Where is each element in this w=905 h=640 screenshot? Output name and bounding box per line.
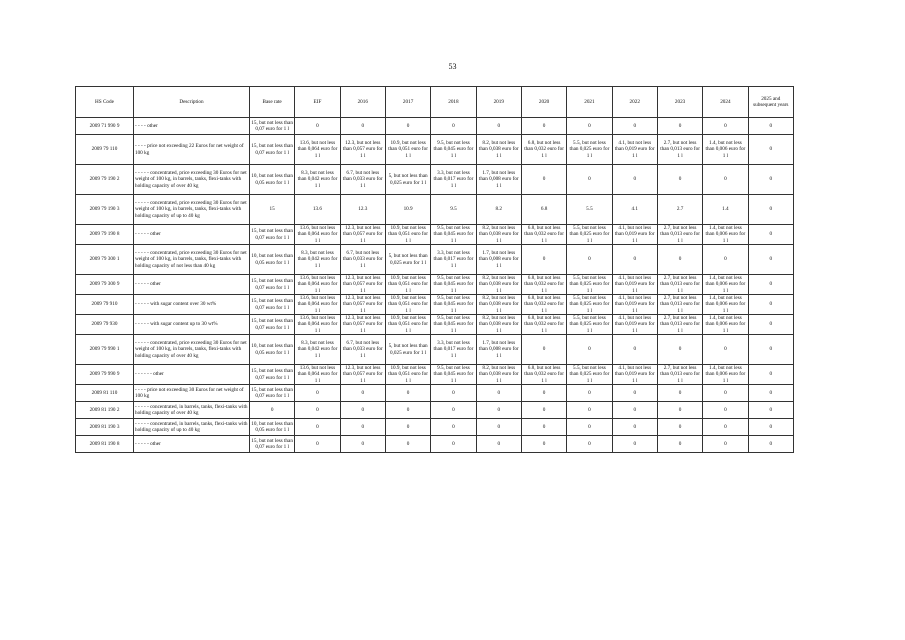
rate-cell: 8.2, but not less than 0,038 euro for 1 l <box>476 365 521 385</box>
table-row <box>76 365 794 385</box>
rate-cell: 10, but not less than 0,05 euro for 1 l <box>249 335 294 365</box>
rate-cell: 0 <box>476 385 521 402</box>
rate-cell: 0 <box>567 402 612 419</box>
rate-cell: 9.5, but not less than 0,045 euro for 1 l <box>431 365 476 385</box>
rate-cell: 0 <box>703 402 748 419</box>
rate-cell: 0 <box>249 402 294 419</box>
rate-cell: 0 <box>340 436 385 453</box>
rate-cell: 0 <box>748 295 793 315</box>
rate-cell: 5, but not less than 0,025 euro for 1 l <box>385 335 430 365</box>
rate-cell: 0 <box>521 165 566 195</box>
rate-cell: 15, but not less than 0,07 euro for 1 l <box>249 315 294 335</box>
rate-cell: 0 <box>295 419 340 436</box>
table-row <box>76 315 794 335</box>
description-cell: - - - - - concentrated, price exceeding 30 Euros for net weight of 100 kg, in barrels, tanks, flexi-tanks with holding capacity of over 40 kg <box>133 165 249 195</box>
rate-cell: 15, but not less than 0,07 euro for 1 l <box>249 275 294 295</box>
rate-cell: 0 <box>748 315 793 335</box>
column-header: 2018 <box>431 87 476 118</box>
rate-cell: 0 <box>476 402 521 419</box>
rate-cell: 15, but not less than 0,07 euro for 1 l <box>249 365 294 385</box>
column-header: Base rate <box>249 87 294 118</box>
rate-cell: 6.8, but not less than 0,032 euro for 1 l <box>521 365 566 385</box>
rate-cell: 0 <box>385 402 430 419</box>
rate-cell: 1.7, but not less than 0,008 euro for 1 l <box>476 335 521 365</box>
rate-cell: 5.5, but not less than 0,025 euro for 1 l <box>567 365 612 385</box>
rate-cell: 13.6, but not less than 0,064 euro for 1 l <box>295 295 340 315</box>
rate-cell: 4.1 <box>612 195 657 225</box>
hs-code-cell: 2009 79 190 3 <box>76 195 134 225</box>
column-header: 2016 <box>340 87 385 118</box>
page-number: 53 <box>448 62 457 71</box>
hs-code-cell: 2009 81 190 8 <box>76 436 134 453</box>
rate-cell: 0 <box>612 419 657 436</box>
rate-cell: 0 <box>612 436 657 453</box>
description-cell: - - - - other <box>133 118 249 135</box>
hs-code-cell: 2009 79 190 2 <box>76 165 134 195</box>
rate-cell: 0 <box>385 419 430 436</box>
rate-cell: 0 <box>657 385 702 402</box>
hs-code-cell: 2009 79 990 9 <box>76 365 134 385</box>
column-header: 2024 <box>703 87 748 118</box>
rate-cell: 5, but not less than 0,025 euro for 1 l <box>385 165 430 195</box>
rate-cell: 0 <box>748 275 793 295</box>
rate-cell: 9.5, but not less than 0,045 euro for 1 l <box>431 225 476 245</box>
rate-cell: 1.4, but not less than 0,006 euro for 1 l <box>703 295 748 315</box>
rate-cell: 0 <box>431 419 476 436</box>
rate-cell: 4.1, but not less than 0,019 euro for 1 l <box>612 275 657 295</box>
rate-cell: 1.4 <box>703 195 748 225</box>
description-cell: - - - - - other <box>133 275 249 295</box>
rate-cell: 10.9, but not less than 0,051 euro for 1 l <box>385 295 430 315</box>
rate-cell: 10.9, but not less than 0,051 euro for 1 l <box>385 365 430 385</box>
rate-cell: 12.3, but not less than 0,057 euro for 1 l <box>340 135 385 165</box>
rate-cell: 8.2 <box>476 195 521 225</box>
rate-cell: 0 <box>567 419 612 436</box>
rate-cell: 8.3, but not less than 0,042 euro for 1 l <box>295 335 340 365</box>
description-cell: - - - - - with sugar content up to 30 wt% <box>133 315 249 335</box>
rate-cell: 0 <box>567 385 612 402</box>
rate-cell: 0 <box>748 225 793 245</box>
description-cell: - - - - - concentrated, price exceeding 30 Euros for net weight of 100 kg, in barrels, tanks, flexi-tanks with holding capacity of up to 40 kg <box>133 195 249 225</box>
rate-cell: 0 <box>340 402 385 419</box>
table-row <box>76 135 794 165</box>
column-header: EIF <box>295 87 340 118</box>
hs-code-cell: 2009 71 990 9 <box>76 118 134 135</box>
rate-cell: 0 <box>612 118 657 135</box>
table-row <box>76 419 794 436</box>
rate-cell: 6.8, but not less than 0,032 euro for 1 l <box>521 225 566 245</box>
rate-cell: 1.4, but not less than 0,006 euro for 1 l <box>703 275 748 295</box>
hs-code-cell: 2009 79 190 8 <box>76 225 134 245</box>
rate-cell: 0 <box>612 385 657 402</box>
header-row <box>76 87 794 118</box>
rate-cell: 0 <box>385 385 430 402</box>
rate-cell: 2.7, but not less than 0,013 euro for 1 l <box>657 135 702 165</box>
rate-cell: 6.8, but not less than 0,032 euro for 1 l <box>521 315 566 335</box>
rate-cell: 5.5, but not less than 0,025 euro for 1 l <box>567 295 612 315</box>
rate-cell: 0 <box>385 118 430 135</box>
hs-code-cell: 2009 79 930 <box>76 315 134 335</box>
rate-cell: 0 <box>567 335 612 365</box>
rate-cell: 0 <box>431 402 476 419</box>
rate-cell: 10, but not less than 0,05 euro for 1 l <box>249 245 294 275</box>
rate-cell: 0 <box>703 165 748 195</box>
description-cell: - - - - - other <box>133 225 249 245</box>
rate-cell: 6.7, but not less than 0,033 euro for 1 l <box>340 335 385 365</box>
rate-cell: 0 <box>657 165 702 195</box>
rate-cell: 8.2, but not less than 0,038 euro for 1 l <box>476 295 521 315</box>
rate-cell: 13.6, but not less than 0,064 euro for 1 l <box>295 275 340 295</box>
rate-cell: 0 <box>703 335 748 365</box>
rate-cell: 12.3 <box>340 195 385 225</box>
rate-cell: 13.6, but not less than 0,064 euro for 1 l <box>295 225 340 245</box>
rate-cell: 0 <box>748 385 793 402</box>
column-header: Description <box>133 87 249 118</box>
rate-cell: 9.5, but not less than 0,045 euro for 1 l <box>431 295 476 315</box>
rate-cell: 0 <box>521 402 566 419</box>
table-row <box>76 195 794 225</box>
rate-cell: 5, but not less than 0,025 euro for 1 l <box>385 245 430 275</box>
rate-cell: 6.8 <box>521 195 566 225</box>
rate-cell: 2.7, but not less than 0,013 euro for 1 l <box>657 295 702 315</box>
rate-cell: 4.1, but not less than 0,019 euro for 1 l <box>612 135 657 165</box>
rate-cell: 12.3, but not less than 0,057 euro for 1 l <box>340 275 385 295</box>
rate-cell: 9.5, but not less than 0,045 euro for 1 l <box>431 315 476 335</box>
rate-cell: 0 <box>567 436 612 453</box>
rate-cell: 0 <box>657 402 702 419</box>
rate-cell: 6.7, but not less than 0,033 euro for 1 l <box>340 245 385 275</box>
rate-cell: 12.3, but not less than 0,057 euro for 1 l <box>340 225 385 245</box>
rate-cell: 0 <box>748 365 793 385</box>
rate-cell: 4.1, but not less than 0,019 euro for 1 l <box>612 225 657 245</box>
table-row <box>76 118 794 135</box>
rate-cell: 0 <box>431 118 476 135</box>
column-header: 2017 <box>385 87 430 118</box>
rate-cell: 15, but not less than 0,07 euro for 1 l <box>249 118 294 135</box>
rate-cell: 4.1, but not less than 0,019 euro for 1 l <box>612 295 657 315</box>
column-header: 2025 and subsequent years <box>748 87 793 118</box>
rate-cell: 5.5, but not less than 0,025 euro for 1 l <box>567 225 612 245</box>
rate-cell: 0 <box>521 419 566 436</box>
description-cell: - - - - - concentrated, in barrels, tanks, flexi-tanks with holding capacity of over 40 kg <box>133 402 249 419</box>
rate-cell: 12.3, but not less than 0,057 euro for 1 l <box>340 365 385 385</box>
description-cell: - - - - price not exceeding 22 Euros for net weight of 100 kg <box>133 135 249 165</box>
hs-code-cell: 2009 81 110 <box>76 385 134 402</box>
table-row <box>76 385 794 402</box>
rate-cell: 6.8, but not less than 0,032 euro for 1 l <box>521 275 566 295</box>
rate-cell: 6.8, but not less than 0,032 euro for 1 l <box>521 295 566 315</box>
rate-cell: 8.3, but not less than 0,042 euro for 1 l <box>295 245 340 275</box>
rate-cell: 6.7, but not less than 0,033 euro for 1 l <box>340 165 385 195</box>
rate-cell: 0 <box>521 436 566 453</box>
rate-cell: 0 <box>748 195 793 225</box>
rate-cell: 0 <box>295 436 340 453</box>
description-cell: - - - - - other <box>133 436 249 453</box>
rate-cell: 2.7, but not less than 0,013 euro for 1 l <box>657 315 702 335</box>
rate-cell: 13.6, but not less than 0,064 euro for 1 l <box>295 365 340 385</box>
rate-cell: 15, but not less than 0,07 euro for 1 l <box>249 436 294 453</box>
rate-cell: 1.7, but not less than 0,008 euro for 1 l <box>476 245 521 275</box>
rate-cell: 0 <box>657 118 702 135</box>
rate-cell: 13.6, but not less than 0,064 euro for 1 l <box>295 315 340 335</box>
rate-cell: 10, but not less than 0,05 euro for 1 l <box>249 419 294 436</box>
rate-cell: 0 <box>748 402 793 419</box>
rate-cell: 1.4, but not less than 0,006 euro for 1 l <box>703 225 748 245</box>
rate-cell: 9.5, but not less than 0,045 euro for 1 l <box>431 135 476 165</box>
rate-cell: 0 <box>567 245 612 275</box>
hs-code-cell: 2009 79 300 9 <box>76 275 134 295</box>
rate-cell: 0 <box>340 419 385 436</box>
table-row <box>76 436 794 453</box>
rate-cell: 10, but not less than 0,05 euro for 1 l <box>249 165 294 195</box>
rate-cell: 0 <box>657 335 702 365</box>
table-row <box>76 275 794 295</box>
rate-cell: 0 <box>612 402 657 419</box>
rate-cell: 2.7, but not less than 0,013 euro for 1 l <box>657 275 702 295</box>
rate-cell: 0 <box>703 245 748 275</box>
rate-cell: 0 <box>521 335 566 365</box>
rate-cell: 0 <box>748 436 793 453</box>
rate-cell: 0 <box>295 402 340 419</box>
rate-cell: 0 <box>703 419 748 436</box>
tariff-table <box>75 86 794 453</box>
table-row <box>76 245 794 275</box>
rate-cell: 10.9, but not less than 0,051 euro for 1 l <box>385 135 430 165</box>
column-header: 2020 <box>521 87 566 118</box>
rate-cell: 0 <box>340 385 385 402</box>
hs-code-cell: 2009 79 110 <box>76 135 134 165</box>
rate-cell: 0 <box>657 436 702 453</box>
rate-cell: 0 <box>612 165 657 195</box>
rate-cell: 1.4, but not less than 0,006 euro for 1 l <box>703 365 748 385</box>
description-cell: - - - - - concentrated, price exceeding 30 Euros for net weight of 100 kg, in barrels, tanks, flexi-tanks with holding capacity of over 40 kg <box>133 335 249 365</box>
table-body <box>76 118 794 453</box>
rate-cell: 15 <box>249 195 294 225</box>
rate-cell: 5.5, but not less than 0,025 euro for 1 l <box>567 135 612 165</box>
table-row <box>76 165 794 195</box>
description-cell: - - - - - with sugar content over 30 wt% <box>133 295 249 315</box>
rate-cell: 13.6 <box>295 195 340 225</box>
table-row <box>76 335 794 365</box>
rate-cell: 8.2, but not less than 0,038 euro for 1 l <box>476 225 521 245</box>
rate-cell: 10.9, but not less than 0,051 euro for 1 l <box>385 225 430 245</box>
rate-cell: 0 <box>657 419 702 436</box>
rate-cell: 9.5 <box>431 195 476 225</box>
rate-cell: 12.3, but not less than 0,057 euro for 1 l <box>340 315 385 335</box>
rate-cell: 0 <box>612 335 657 365</box>
rate-cell: 8.2, but not less than 0,038 euro for 1 l <box>476 275 521 295</box>
rate-cell: 0 <box>748 165 793 195</box>
rate-cell: 0 <box>748 335 793 365</box>
rate-cell: 5.5, but not less than 0,025 euro for 1 l <box>567 275 612 295</box>
rate-cell: 0 <box>521 118 566 135</box>
rate-cell: 0 <box>385 436 430 453</box>
rate-cell: 0 <box>612 245 657 275</box>
column-header: 2023 <box>657 87 702 118</box>
rate-cell: 2.7, but not less than 0,013 euro for 1 l <box>657 225 702 245</box>
rate-cell: 0 <box>748 419 793 436</box>
rate-cell: 10.9, but not less than 0,051 euro for 1 l <box>385 275 430 295</box>
rate-cell: 0 <box>657 245 702 275</box>
rate-cell: 5.5, but not less than 0,025 euro for 1 l <box>567 315 612 335</box>
table-row <box>76 225 794 245</box>
rate-cell: 13.6, but not less than 0,064 euro for 1 l <box>295 135 340 165</box>
description-cell: - - - - price not exceeding 30 Euros for net weight of 100 kg <box>133 385 249 402</box>
column-header: 2021 <box>567 87 612 118</box>
rate-cell: 1.7, but not less than 0,008 euro for 1 l <box>476 165 521 195</box>
rate-cell: 0 <box>476 118 521 135</box>
rate-cell: 0 <box>295 385 340 402</box>
rate-cell: 0 <box>521 385 566 402</box>
rate-cell: 0 <box>703 385 748 402</box>
rate-cell: 4.1, but not less than 0,019 euro for 1 l <box>612 365 657 385</box>
rate-cell: 2.7, but not less than 0,013 euro for 1 l <box>657 365 702 385</box>
rate-cell: 5.5 <box>567 195 612 225</box>
table-row <box>76 402 794 419</box>
rate-cell: 15, but not less than 0,07 euro for 1 l <box>249 135 294 165</box>
rate-cell: 0 <box>431 436 476 453</box>
rate-cell: 0 <box>748 245 793 275</box>
rate-cell: 12.3, but not less than 0,057 euro for 1 l <box>340 295 385 315</box>
rate-cell: 10.9 <box>385 195 430 225</box>
rate-cell: 0 <box>748 118 793 135</box>
rate-cell: 0 <box>567 165 612 195</box>
rate-cell: 15, but not less than 0,07 euro for 1 l <box>249 385 294 402</box>
rate-cell: 0 <box>521 245 566 275</box>
table-row <box>76 295 794 315</box>
rate-cell: 15, but not less than 0,07 euro for 1 l <box>249 295 294 315</box>
rate-cell: 0 <box>567 118 612 135</box>
hs-code-cell: 2009 81 190 3 <box>76 419 134 436</box>
rate-cell: 0 <box>295 118 340 135</box>
hs-code-cell: 2009 81 190 2 <box>76 402 134 419</box>
rate-cell: 15, but not less than 0,07 euro for 1 l <box>249 225 294 245</box>
description-cell: - - - - - concentrated, price exceeding 30 Euros for net weight of 100 kg, in barrels, tanks, flexi-tanks with holding capacity of not less than 40 kg <box>133 245 249 275</box>
rate-cell: 1.4, but not less than 0,006 euro for 1 l <box>703 135 748 165</box>
rate-cell: 8.2, but not less than 0,038 euro for 1 l <box>476 315 521 335</box>
rate-cell: 2.7 <box>657 195 702 225</box>
rate-cell: 0 <box>476 436 521 453</box>
hs-code-cell: 2009 79 990 1 <box>76 335 134 365</box>
rate-cell: 10.9, but not less than 0,051 euro for 1 l <box>385 315 430 335</box>
rate-cell: 0 <box>476 419 521 436</box>
description-cell: - - - - - - other <box>133 365 249 385</box>
rate-cell: 0 <box>703 436 748 453</box>
rate-cell: 3.3, but not less than 0,017 euro for 1 l <box>431 245 476 275</box>
column-header: HS Code <box>76 87 134 118</box>
rate-cell: 1.4, but not less than 0,006 euro for 1 l <box>703 315 748 335</box>
hs-code-cell: 2009 79 910 <box>76 295 134 315</box>
rate-cell: 4.1, but not less than 0,019 euro for 1 l <box>612 315 657 335</box>
description-cell: - - - - - concentrated, in barrels, tanks, flexi-tanks with holding capacity of up to 40 kg <box>133 419 249 436</box>
rate-cell: 8.2, but not less than 0,038 euro for 1 l <box>476 135 521 165</box>
rate-cell: 8.3, but not less than 0,042 euro for 1 l <box>295 165 340 195</box>
rate-cell: 0 <box>431 385 476 402</box>
rate-cell: 0 <box>748 135 793 165</box>
rate-cell: 3.3, but not less than 0,017 euro for 1 l <box>431 335 476 365</box>
rate-cell: 0 <box>703 118 748 135</box>
column-header: 2019 <box>476 87 521 118</box>
rate-cell: 3.3, but not less than 0,017 euro for 1 l <box>431 165 476 195</box>
rate-cell: 9.5, but not less than 0,045 euro for 1 l <box>431 275 476 295</box>
rate-cell: 0 <box>340 118 385 135</box>
hs-code-cell: 2009 79 300 1 <box>76 245 134 275</box>
rate-cell: 6.8, but not less than 0,032 euro for 1 l <box>521 135 566 165</box>
column-header: 2022 <box>612 87 657 118</box>
